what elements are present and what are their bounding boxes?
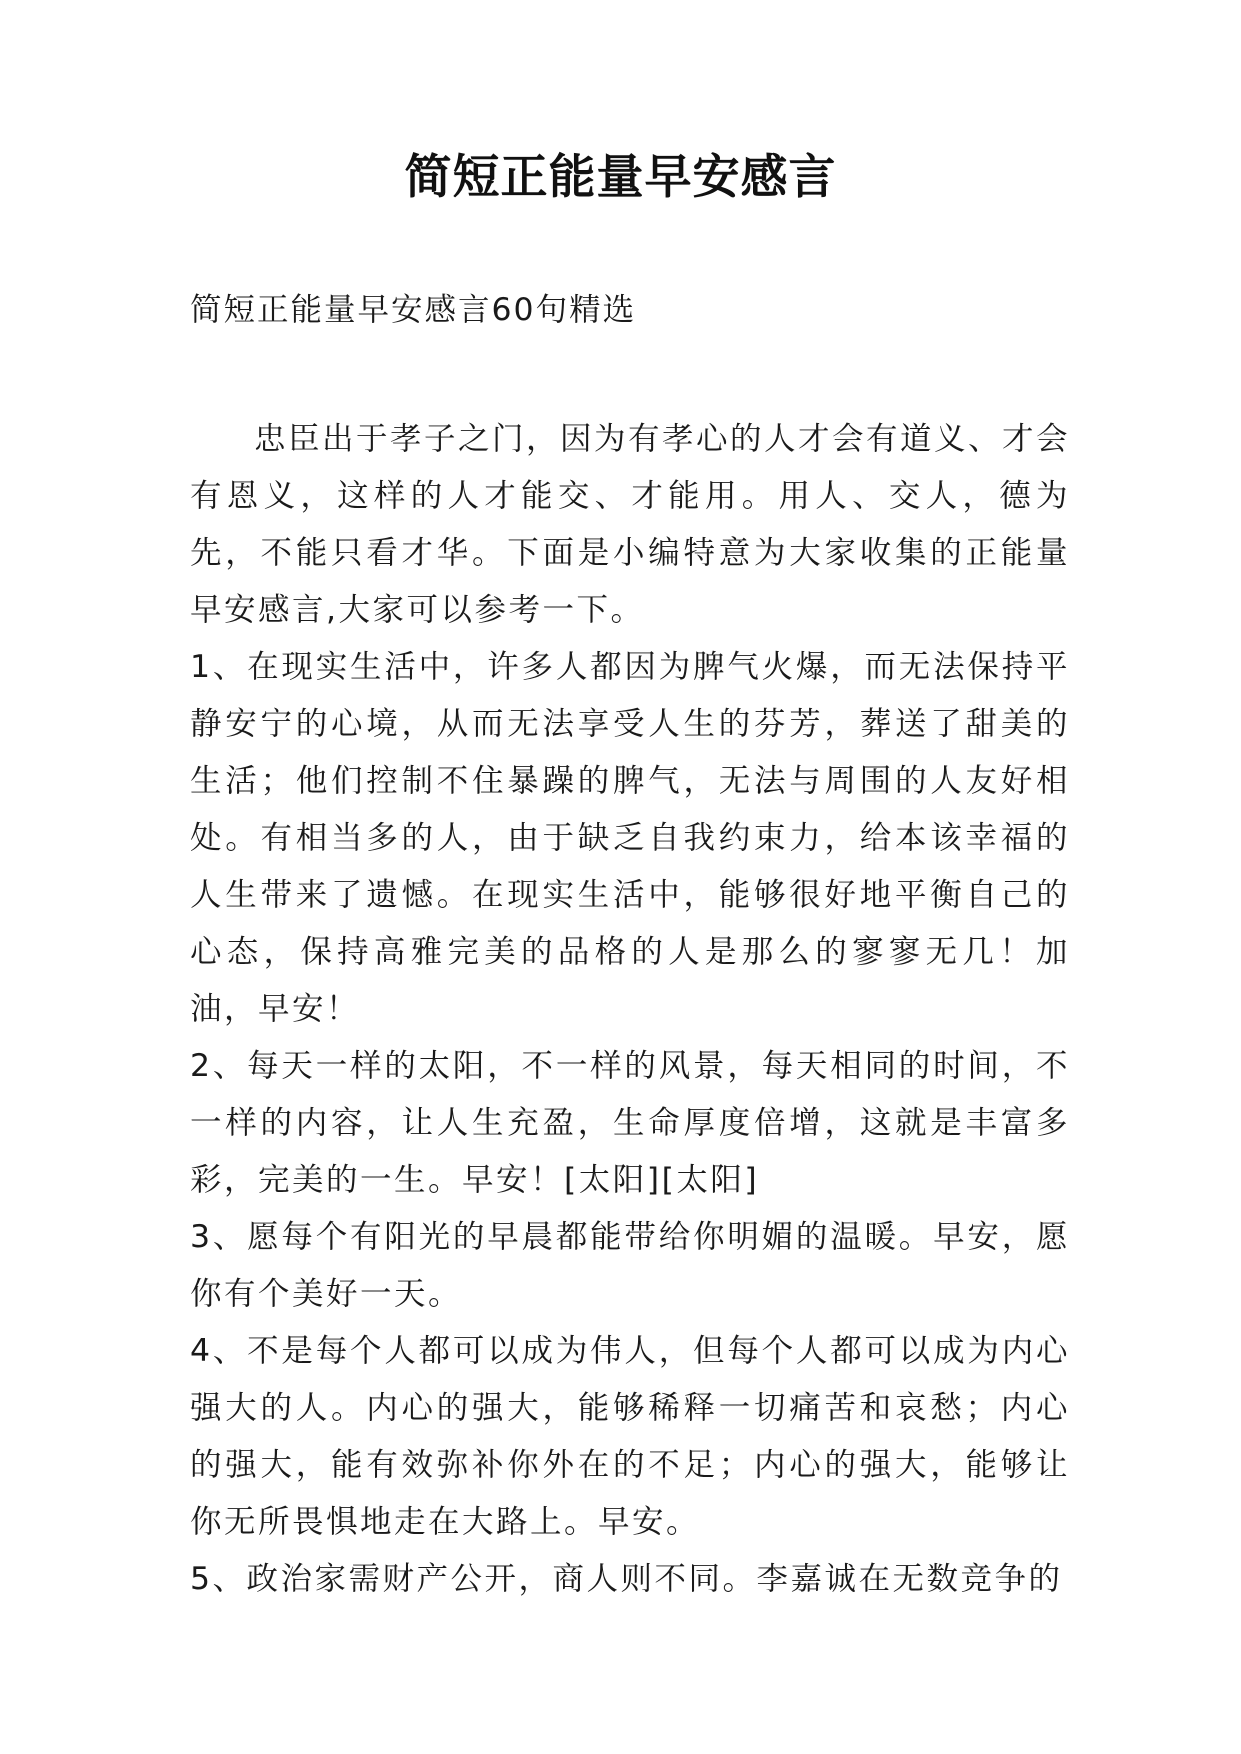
document-title: 简短正能量早安感言 (404, 150, 837, 205)
document-body (190, 411, 1070, 1608)
list-item: 4、不是每个人都可以成为伟人，但每个人都可以成为内心强大的人。内心的强大，能够稀释一切痛苦和哀愁；内心的强大，能有效弥补你外在的不足；内心的强大，能够让你无所畏惧地走在大路上。早安。 (190, 1333, 1070, 1540)
list-item: 1、在现实生活中，许多人都因为脾气火爆，而无法保持平静安宁的心境，从而无法享受人生的芬芳，葬送了甜美的生活；他们控制不住暴躁的脾气，无法与周围的人友好相处。有相当多的人，由于缺乏自我约束力，给本该幸福的人生带来了遗憾。在现实生活中，能够很好地平衡自己的心态，保持高雅完美的品格的人是那么的寥寥无几！加油，早安！ (190, 649, 1070, 1027)
list-item: 3、愿每个有阳光的早晨都能带给你明媚的温暖。早安，愿你有个美好一天。 (190, 1219, 1070, 1312)
list-item: 5、政治家需财产公开，商人则不同。李嘉诚在无数竞争的 (190, 1561, 1063, 1597)
document-subtitle: 简短正能量早安感言60句精选 (190, 292, 637, 328)
intro-paragraph: 忠臣出于孝子之门，因为有孝心的人才会有道义、才会有恩义，这样的人才能交、才能用。用人、交人，德为先，不能只看才华。下面是小编特意为大家收集的正能量早安感言,大家可以参考一下。 (190, 421, 1071, 628)
list-item: 2、每天一样的太阳，不一样的风景，每天相同的时间，不一样的内容，让人生充盈，生命厚度倍增，这就是丰富多彩，完美的一生。早安！[太阳][太阳] (190, 1048, 1070, 1198)
